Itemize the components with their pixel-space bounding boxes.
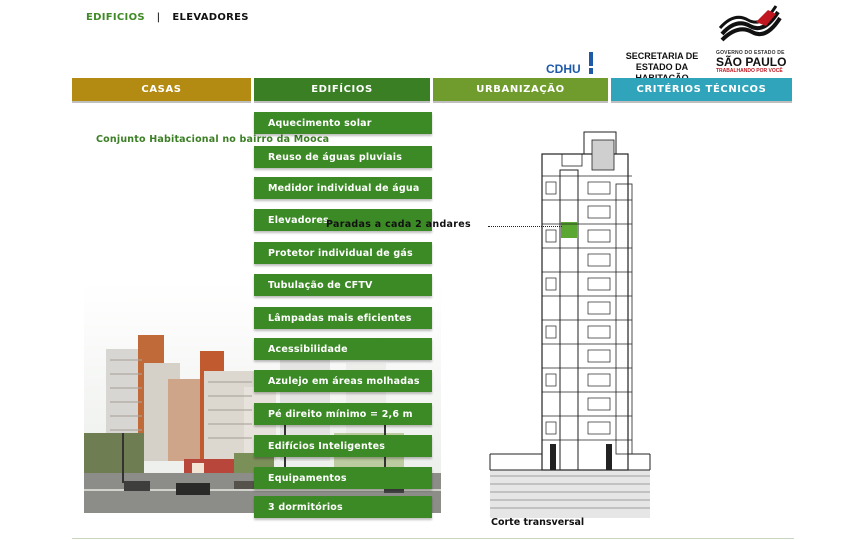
bottom-divider <box>72 538 794 539</box>
tab-casas[interactable]: CASAS <box>72 78 251 101</box>
menu-item-protetor-gas[interactable]: Protetor individual de gás <box>254 242 432 264</box>
menu-item-acessibilidade[interactable]: Acessibilidade <box>254 338 432 360</box>
breadcrumb-section[interactable]: EDIFICIOS <box>86 12 145 23</box>
menu-item-3-dormitorios[interactable]: 3 dormitórios <box>254 496 432 518</box>
building-cross-section-drawing <box>488 128 652 518</box>
cdhu-mark-icon <box>588 52 594 74</box>
gov-line-2: SÃO PAULO <box>716 55 787 69</box>
sao-paulo-state-text <box>716 50 796 74</box>
callout-leader-line <box>488 226 562 227</box>
tab-criterios-tecnicos[interactable]: CRITÉRIOS TÉCNICOS <box>611 78 792 101</box>
menu-item-equipamentos[interactable]: Equipamentos <box>254 467 432 489</box>
breadcrumb-separator: | <box>156 12 161 23</box>
menu-item-aquecimento-solar[interactable]: Aquecimento solar <box>254 112 432 134</box>
menu-item-medidor-agua[interactable]: Medidor individual de água <box>254 177 432 199</box>
gov-line-1: GOVERNO DO ESTADO DE <box>716 50 785 56</box>
breadcrumb <box>86 12 249 23</box>
menu-item-tubulacao-cftv[interactable]: Tubulação de CFTV <box>254 274 432 296</box>
secretaria-line-1: SECRETARIA DE <box>625 51 699 61</box>
menu-item-edificios-inteligentes[interactable]: Edifícios Inteligentes <box>254 435 432 457</box>
menu-item-reuso-aguas[interactable]: Reuso de águas pluviais <box>254 146 432 168</box>
elevator-stops-callout: Paradas a cada 2 andares <box>326 219 471 230</box>
cdhu-logo: CDHU <box>546 62 581 76</box>
menu-item-azulejo[interactable]: Azulejo em áreas molhadas <box>254 370 432 392</box>
tab-edificios[interactable]: EDIFÍCIOS <box>254 78 430 101</box>
sao-paulo-state-logo-icon <box>716 4 786 44</box>
menu-item-lampadas[interactable]: Lâmpadas mais eficientes <box>254 307 432 329</box>
gov-line-3: TRABALHANDO POR VOCÊ <box>716 68 783 74</box>
page-subtitle: Conjunto Habitacional no bairro da Mooca <box>96 134 330 145</box>
tab-urbanizacao[interactable]: URBANIZAÇÃO <box>433 78 608 101</box>
breadcrumb-current-page: ELEVADORES <box>172 12 249 23</box>
menu-item-elevadores[interactable]: Elevadores <box>254 209 432 231</box>
menu-item-pe-direito[interactable]: Pé direito mínimo = 2,6 m <box>254 403 432 425</box>
drawing-caption: Corte transversal <box>491 517 585 528</box>
secretaria-line-2: ESTADO DA <box>635 62 689 72</box>
